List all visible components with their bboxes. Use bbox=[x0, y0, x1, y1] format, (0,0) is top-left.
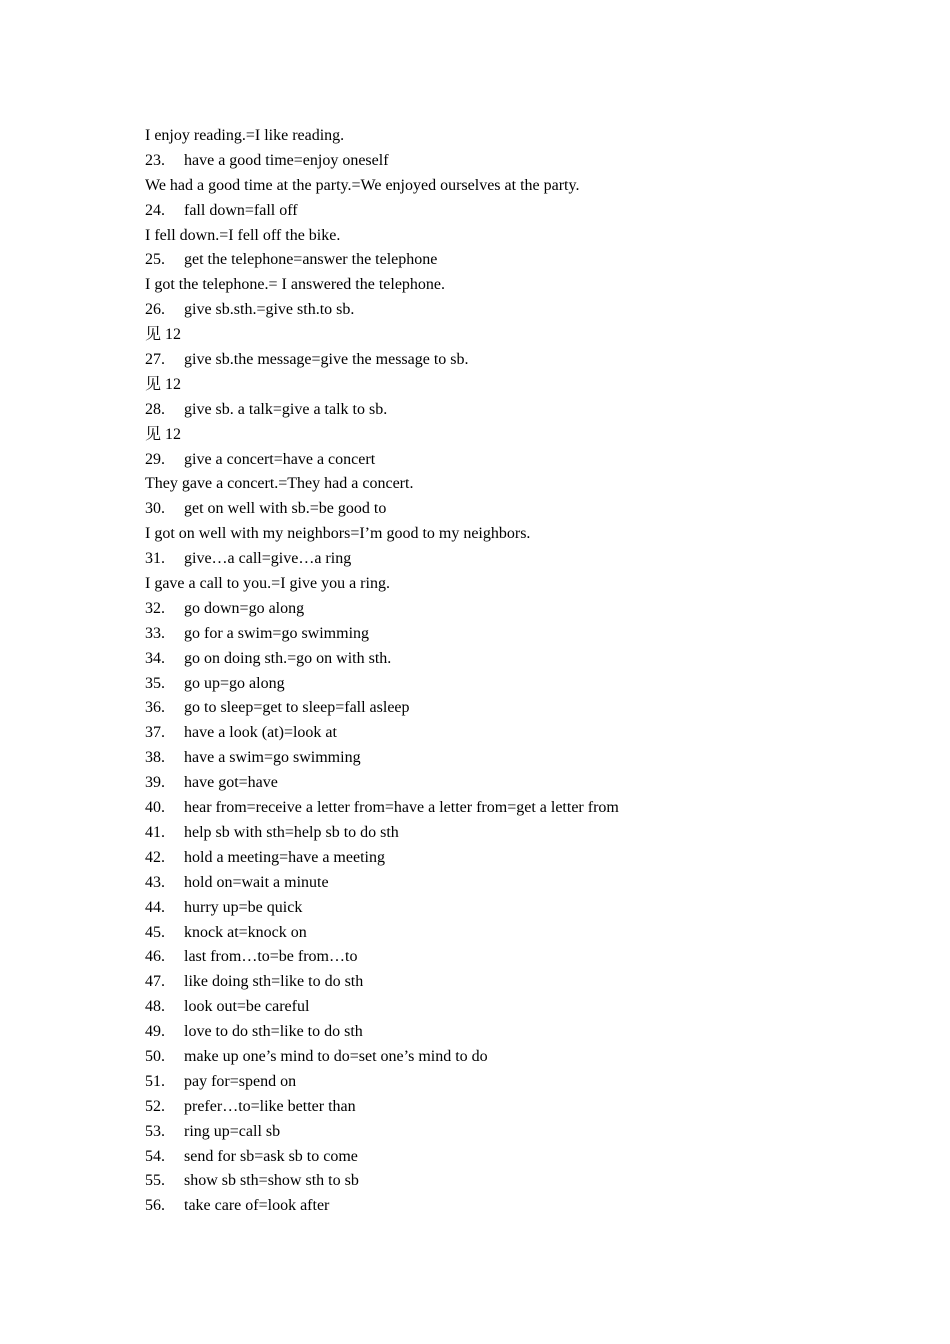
item-number: 28. bbox=[145, 400, 165, 418]
line-text: hear from=receive a letter from=have a letter from=get a letter from bbox=[184, 799, 619, 817]
line-text: fall down=fall off bbox=[184, 201, 298, 219]
example-sentence bbox=[145, 423, 905, 448]
line-text: like doing sth=like to do sth bbox=[184, 973, 364, 991]
line-text: love to do sth=like to do sth bbox=[184, 1023, 363, 1041]
line-text: 见 12 bbox=[145, 326, 182, 344]
numbered-phrase-item bbox=[145, 1070, 905, 1095]
numbered-phrase-item bbox=[145, 298, 905, 323]
line-text: get on well with sb.=be good to bbox=[184, 500, 387, 518]
item-number: 31. bbox=[145, 550, 165, 568]
item-number: 25. bbox=[145, 251, 165, 269]
item-number: 43. bbox=[145, 873, 165, 891]
example-sentence bbox=[145, 323, 905, 348]
line-text: send for sb=ask sb to come bbox=[184, 1147, 358, 1165]
line-text: have got=have bbox=[184, 774, 278, 792]
item-number: 45. bbox=[145, 923, 165, 941]
item-number: 48. bbox=[145, 998, 165, 1016]
numbered-phrase-item bbox=[145, 1169, 905, 1194]
numbered-phrase-item bbox=[145, 398, 905, 423]
item-number: 40. bbox=[145, 799, 165, 817]
numbered-phrase-item bbox=[145, 696, 905, 721]
line-text: pay for=spend on bbox=[184, 1072, 297, 1090]
line-text: give a concert=have a concert bbox=[184, 450, 376, 468]
numbered-phrase-item bbox=[145, 771, 905, 796]
item-number: 37. bbox=[145, 724, 165, 742]
numbered-phrase-item bbox=[145, 970, 905, 995]
item-number: 49. bbox=[145, 1023, 165, 1041]
numbered-phrase-item bbox=[145, 672, 905, 697]
item-number: 42. bbox=[145, 848, 165, 866]
numbered-phrase-item bbox=[145, 1045, 905, 1070]
document-page bbox=[145, 124, 905, 1219]
line-text: 见 12 bbox=[145, 425, 182, 443]
numbered-phrase-item bbox=[145, 945, 905, 970]
numbered-phrase-item bbox=[145, 597, 905, 622]
numbered-phrase-item bbox=[145, 1020, 905, 1045]
numbered-phrase-item bbox=[145, 721, 905, 746]
item-number: 38. bbox=[145, 749, 165, 767]
line-text: ring up=call sb bbox=[184, 1122, 281, 1140]
line-text: prefer…to=like better than bbox=[184, 1097, 356, 1115]
item-number: 27. bbox=[145, 351, 165, 369]
numbered-phrase-item bbox=[145, 746, 905, 771]
line-text: I got on well with my neighbors=I’m good to my neighbors. bbox=[145, 525, 531, 543]
line-text: go down=go along bbox=[184, 599, 305, 617]
numbered-phrase-item bbox=[145, 448, 905, 473]
numbered-phrase-item bbox=[145, 149, 905, 174]
item-number: 34. bbox=[145, 649, 165, 667]
numbered-phrase-item bbox=[145, 1120, 905, 1145]
item-number: 52. bbox=[145, 1097, 165, 1115]
item-number: 55. bbox=[145, 1172, 165, 1190]
numbered-phrase-item bbox=[145, 622, 905, 647]
line-text: They gave a concert.=They had a concert. bbox=[145, 475, 414, 493]
numbered-phrase-item bbox=[145, 896, 905, 921]
item-number: 50. bbox=[145, 1047, 165, 1065]
numbered-phrase-item bbox=[145, 995, 905, 1020]
line-text: give sb. a talk=give a talk to sb. bbox=[184, 400, 388, 418]
numbered-phrase-item bbox=[145, 1095, 905, 1120]
numbered-phrase-item bbox=[145, 796, 905, 821]
numbered-phrase-item bbox=[145, 248, 905, 273]
line-text: go to sleep=get to sleep=fall asleep bbox=[184, 699, 410, 717]
line-text: have a swim=go swimming bbox=[184, 749, 361, 767]
numbered-phrase-item bbox=[145, 647, 905, 672]
line-text: take care of=look after bbox=[184, 1197, 330, 1215]
item-number: 35. bbox=[145, 674, 165, 692]
example-sentence bbox=[145, 124, 905, 149]
example-sentence bbox=[145, 373, 905, 398]
numbered-phrase-item bbox=[145, 846, 905, 871]
item-number: 23. bbox=[145, 151, 165, 169]
item-number: 33. bbox=[145, 624, 165, 642]
item-number: 47. bbox=[145, 973, 165, 991]
item-number: 32. bbox=[145, 599, 165, 617]
line-text: go up=go along bbox=[184, 674, 285, 692]
numbered-phrase-item bbox=[145, 199, 905, 224]
line-text: I fell down.=I fell off the bike. bbox=[145, 226, 341, 244]
example-sentence bbox=[145, 174, 905, 199]
line-text: get the telephone=answer the telephone bbox=[184, 251, 438, 269]
numbered-phrase-item bbox=[145, 921, 905, 946]
example-sentence bbox=[145, 273, 905, 298]
line-text: have a look (at)=look at bbox=[184, 724, 337, 742]
item-number: 56. bbox=[145, 1197, 165, 1215]
item-number: 36. bbox=[145, 699, 165, 717]
example-sentence bbox=[145, 472, 905, 497]
line-text: help sb with sth=help sb to do sth bbox=[184, 823, 399, 841]
item-number: 53. bbox=[145, 1122, 165, 1140]
line-text: hold a meeting=have a meeting bbox=[184, 848, 385, 866]
example-sentence bbox=[145, 522, 905, 547]
line-text: hold on=wait a minute bbox=[184, 873, 329, 891]
numbered-phrase-item bbox=[145, 1145, 905, 1170]
line-text: go for a swim=go swimming bbox=[184, 624, 370, 642]
line-text: 见 12 bbox=[145, 375, 182, 393]
line-text: have a good time=enjoy oneself bbox=[184, 151, 389, 169]
line-text: I gave a call to you.=I give you a ring. bbox=[145, 575, 390, 593]
example-sentence bbox=[145, 224, 905, 249]
item-number: 41. bbox=[145, 823, 165, 841]
item-number: 44. bbox=[145, 898, 165, 916]
item-number: 26. bbox=[145, 301, 165, 319]
line-text: I got the telephone.= I answered the telephone. bbox=[145, 276, 446, 294]
line-text: make up one’s mind to do=set one’s mind to do bbox=[184, 1047, 488, 1065]
line-text: last from…to=be from…to bbox=[184, 948, 358, 966]
line-text: give sb.sth.=give sth.to sb. bbox=[184, 301, 355, 319]
item-number: 29. bbox=[145, 450, 165, 468]
line-text: give…a call=give…a ring bbox=[184, 550, 352, 568]
example-sentence bbox=[145, 572, 905, 597]
item-number: 24. bbox=[145, 201, 165, 219]
item-number: 51. bbox=[145, 1072, 165, 1090]
line-text: show sb sth=show sth to sb bbox=[184, 1172, 359, 1190]
line-text: knock at=knock on bbox=[184, 923, 307, 941]
line-text: We had a good time at the party.=We enjoyed ourselves at the party. bbox=[145, 176, 580, 194]
item-number: 54. bbox=[145, 1147, 165, 1165]
numbered-phrase-item bbox=[145, 821, 905, 846]
line-text: look out=be careful bbox=[184, 998, 310, 1016]
item-number: 30. bbox=[145, 500, 165, 518]
numbered-phrase-item bbox=[145, 348, 905, 373]
numbered-phrase-item bbox=[145, 1194, 905, 1219]
line-text: go on doing sth.=go on with sth. bbox=[184, 649, 392, 667]
item-number: 39. bbox=[145, 774, 165, 792]
numbered-phrase-item bbox=[145, 547, 905, 572]
item-number: 46. bbox=[145, 948, 165, 966]
numbered-phrase-item bbox=[145, 497, 905, 522]
line-text: hurry up=be quick bbox=[184, 898, 303, 916]
line-text: I enjoy reading.=I like reading. bbox=[145, 127, 345, 144]
numbered-phrase-item bbox=[145, 871, 905, 896]
line-text: give sb.the message=give the message to sb. bbox=[184, 351, 469, 369]
